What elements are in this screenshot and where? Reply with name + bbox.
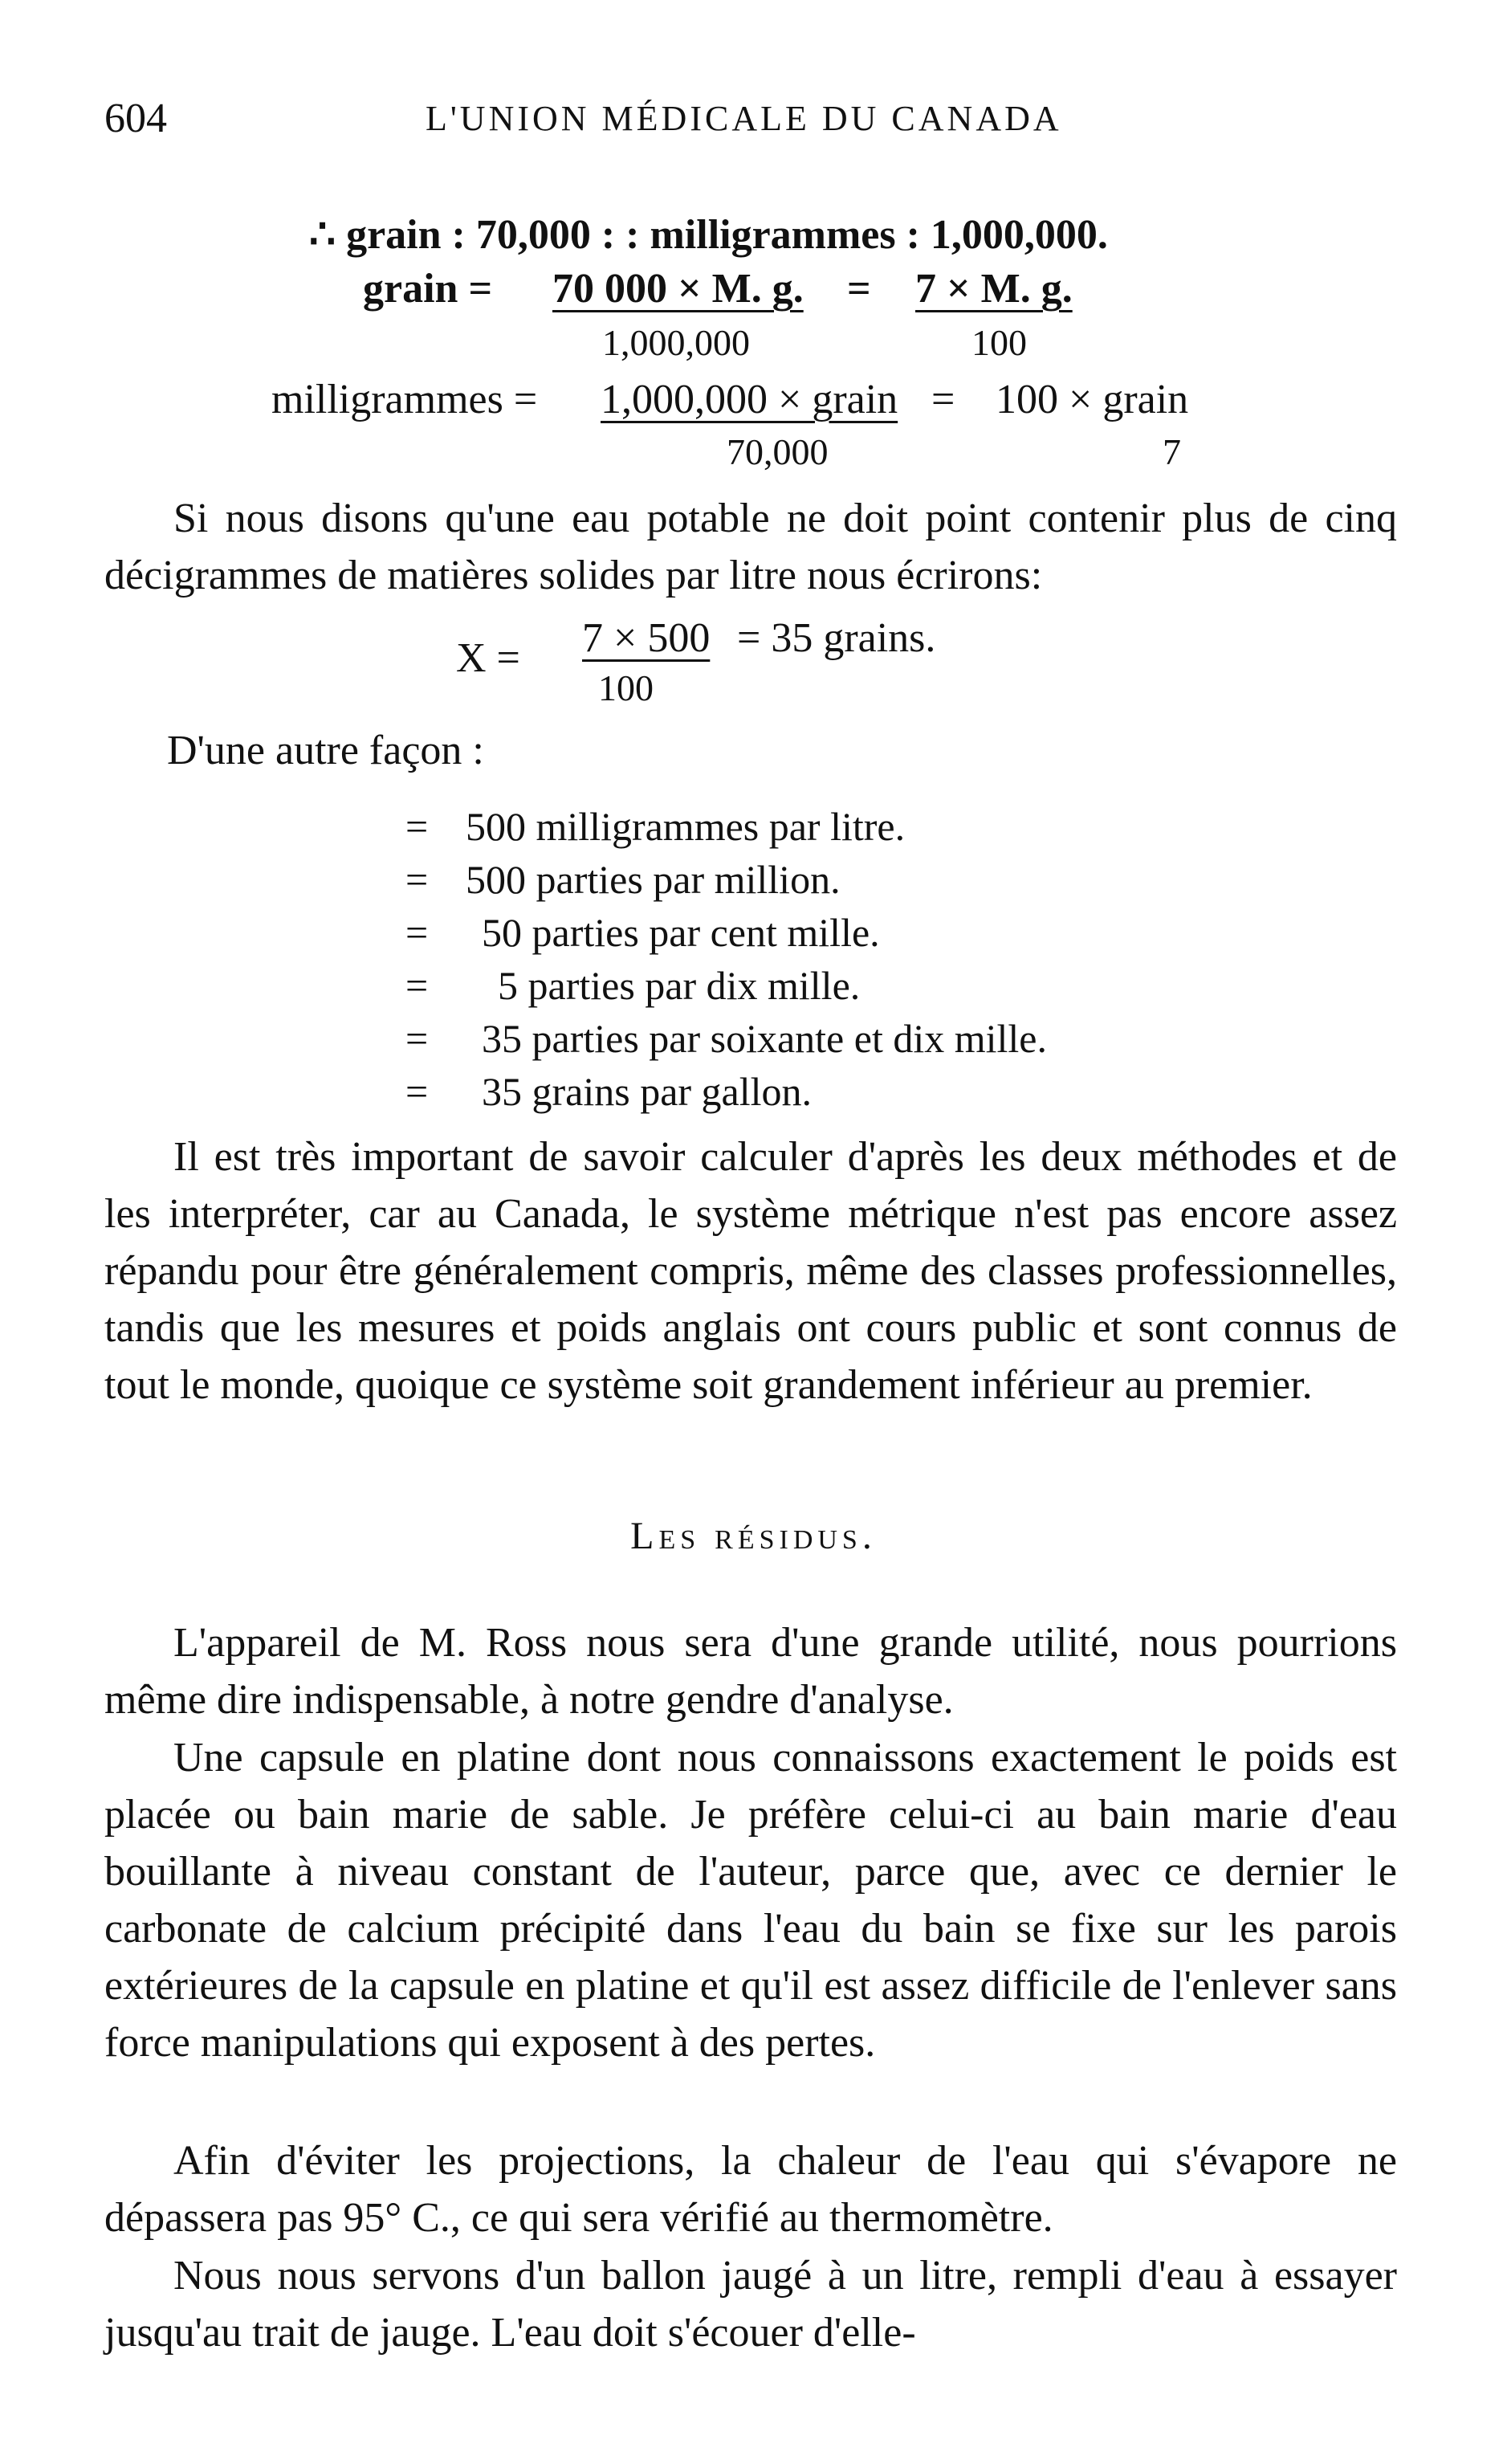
equals-sign: = bbox=[405, 1069, 429, 1114]
equals-sign: = bbox=[405, 910, 429, 955]
equivalence-text: 35 grains par gallon. bbox=[482, 1069, 813, 1114]
formula-mg-numerator-1: 1,000,000 × grain bbox=[601, 377, 898, 422]
formula-grain-denominator-1: 1,000,000 bbox=[602, 322, 750, 363]
formula-mg-numerator-2: 100 × grain bbox=[996, 377, 1189, 422]
formula-grain-equals: = bbox=[847, 266, 871, 312]
page-header bbox=[104, 95, 1397, 159]
paragraph-projections: Afin d'éviter les projections, la chaleur de l'eau qui s'évapore ne dépassera pas 95° C., ce qui sera vérifié au thermomètre. bbox=[104, 2138, 1397, 2241]
intro-another-way: D'une autre façon : bbox=[167, 728, 484, 773]
list-item bbox=[405, 1068, 1047, 1121]
section-heading: Les résidus. bbox=[630, 1515, 877, 1557]
formula-x-numerator: 7 × 500 bbox=[582, 615, 711, 661]
list-item bbox=[405, 909, 1047, 962]
formula-grain-denominator-2: 100 bbox=[971, 322, 1027, 363]
formula-mg-denominator-1: 70,000 bbox=[727, 431, 829, 472]
formula-ratio: ∴ grain : 70,000 : : milligrammes : 1,000,000. bbox=[309, 212, 1108, 258]
equals-sign: = bbox=[405, 1016, 429, 1061]
list-item bbox=[405, 803, 1047, 856]
page-number: 604 bbox=[104, 96, 167, 141]
paragraph-ross-apparatus: L'appareil de M. Ross nous sera d'une grande utilité, nous pourrions même dire indispensable, à notre gendre d'analyse. bbox=[104, 1620, 1397, 1723]
equivalence-text: 5 parties par dix mille. bbox=[498, 963, 861, 1008]
formula-mg-denominator-2: 7 bbox=[1163, 431, 1181, 472]
formula-grain-numerator-1: 70 000 × M. g. bbox=[552, 266, 804, 312]
equivalence-text: 35 parties par soixante et dix mille. bbox=[482, 1016, 1047, 1061]
equals-sign: = bbox=[405, 804, 429, 849]
running-title: L'UNION MÉDICALE DU CANADA bbox=[426, 99, 1062, 138]
formula-mg-lhs: milligrammes = bbox=[271, 377, 538, 422]
paragraph-potable-water: Si nous disons qu'une eau potable ne doit point contenir plus de cinq décigrammes de matières solides par litre nous écrirons: bbox=[104, 496, 1397, 598]
equivalence-list bbox=[405, 803, 1047, 1121]
equals-sign: = bbox=[405, 857, 429, 902]
list-item bbox=[405, 962, 1047, 1015]
formula-x-denominator: 100 bbox=[598, 667, 654, 708]
equivalence-text: 500 milligrammes par litre. bbox=[466, 804, 906, 849]
formula-x-lhs: X = bbox=[456, 635, 520, 681]
paragraph-methods: Il est très important de savoir calculer d'après les deux méthodes et de les interpréter, car au Canada, le système métrique n'est pas encore assez répandu pour être généralement compris, même des classes professionnelles, tandis que les mesures et poids anglais ont cours public et sont connus de tout le monde, quoique ce système soit grandement inférieur au premier. bbox=[104, 1134, 1397, 1408]
list-item bbox=[405, 856, 1047, 909]
formula-grain-numerator-2: 7 × M. g. bbox=[915, 266, 1073, 312]
equivalence-text: 500 parties par million. bbox=[466, 857, 841, 902]
formula-x-result: = 35 grains. bbox=[737, 615, 936, 661]
paragraph-platinum-capsule: Une capsule en platine dont nous connaissons exactement le poids est placée ou bain marie de sable. Je préfère celui-ci au bain marie d'eau bouillante à niveau constant de l'auteur, parce que, avec ce dernier le carbonate de calcium précipité dans l'eau du bain se fixe sur les parois extérieures de la capsule en platine et qu'il est assez difficile de l'enlever sans force manipulations qui exposent à des pertes. bbox=[104, 1735, 1397, 2066]
formula-mg-equals: = bbox=[931, 377, 955, 422]
paragraph-flask: Nous nous servons d'un ballon jaugé à un litre, rempli d'eau à essayer jusqu'au trait de jauge. L'eau doit s'écouer d'elle- bbox=[104, 2253, 1397, 2356]
list-item bbox=[405, 1015, 1047, 1068]
equivalence-text: 50 parties par cent mille. bbox=[482, 910, 880, 955]
equals-sign: = bbox=[405, 963, 429, 1008]
formula-grain-lhs: grain = bbox=[363, 266, 493, 312]
